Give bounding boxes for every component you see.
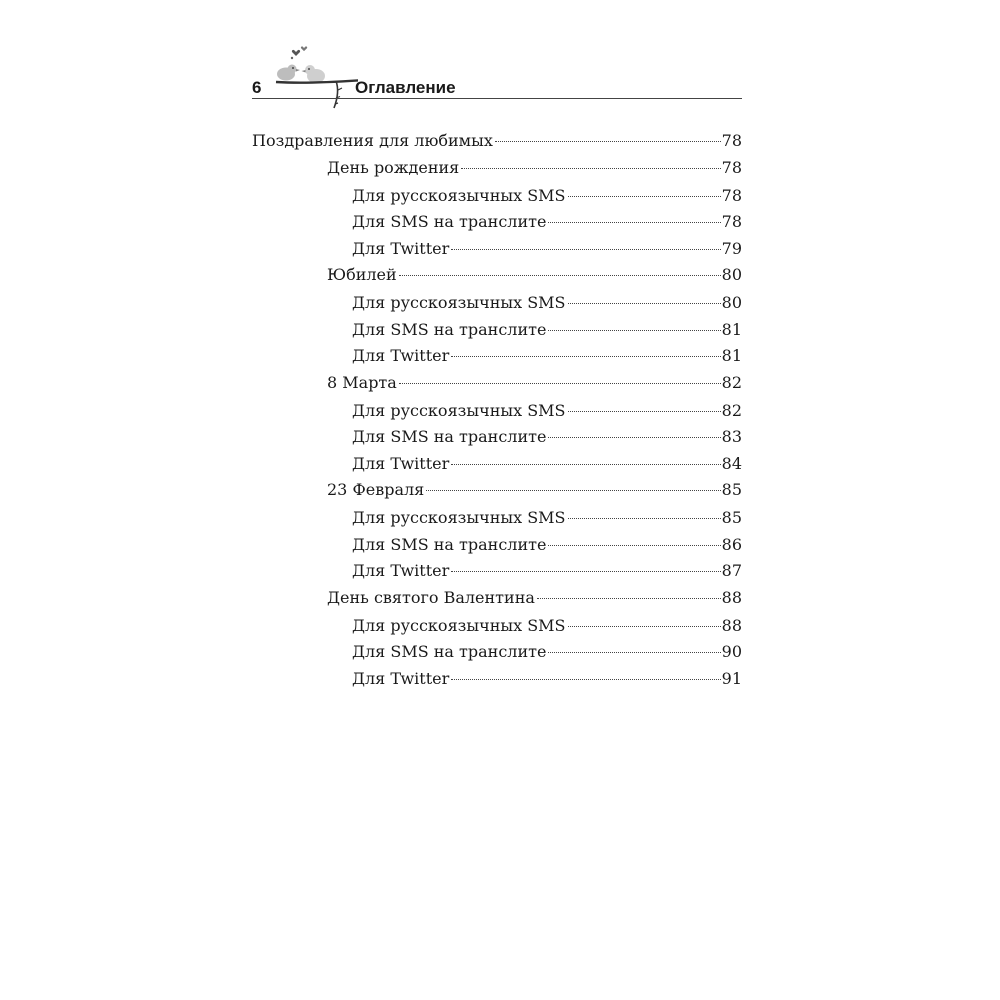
toc-entry-page: 88 [721,587,742,607]
toc-entry-title: Юбилей [327,265,397,284]
toc-entry-page: 78 [721,157,742,177]
toc-entry-page: 90 [721,642,742,661]
toc-entry-page: 79 [721,238,742,258]
toc-dot-leader [548,545,720,546]
page-number: 6 [252,78,262,97]
toc-dot-leader [451,679,720,680]
header-rule [252,98,742,99]
toc-entry [252,642,742,669]
section-title: Оглавление [355,78,456,97]
toc-dot-leader [495,141,721,142]
toc-entry-page: 83 [721,427,742,446]
toc-entry-title: Для русскоязычных SMS [352,293,566,312]
toc-entry-title: 23 Февраля [327,480,425,499]
toc-entry [252,212,742,239]
toc-dot-leader [548,222,720,223]
toc-entry-page: 78 [721,131,742,150]
toc-entry-page: 81 [721,319,742,339]
toc-entry [252,427,742,454]
toc-entry [252,158,742,186]
toc-entry [252,346,742,373]
toc-entry [252,320,742,347]
toc-dot-leader [537,598,721,599]
toc-dot-leader [548,330,720,331]
toc-entry [252,480,742,508]
toc-entry-title: Для Twitter [352,561,450,580]
table-of-contents [252,131,742,695]
toc-dot-leader [568,626,721,627]
toc-dot-leader [568,518,721,519]
toc-entry-title: Для SMS на транслите [352,427,547,446]
toc-dot-leader [568,303,721,304]
toc-entry [252,293,742,320]
toc-dot-leader [451,249,720,250]
toc-dot-leader [548,652,720,653]
toc-entry [252,401,742,428]
toc-dot-leader [568,411,721,412]
toc-entry-title: Для Twitter [352,453,450,473]
toc-entry-title: Для русскоязычных SMS [352,400,566,420]
toc-entry-page: 81 [721,346,742,365]
toc-entry-page: 86 [721,534,742,554]
toc-entry-page: 78 [721,185,742,205]
toc-entry-page: 85 [721,480,742,499]
toc-entry [252,561,742,588]
toc-entry-title: Для SMS на транслите [352,534,547,554]
toc-dot-leader [568,196,721,197]
toc-dot-leader [399,383,721,384]
toc-dot-leader [426,490,720,491]
toc-entry [252,588,742,616]
toc-entry-title: День святого Валентина [327,587,535,607]
toc-dot-leader [461,168,720,169]
page-header [252,64,742,124]
toc-entry-title: Для Twitter [352,346,450,365]
toc-entry-page: 78 [721,212,742,231]
toc-entry-title: Для русскоязычных SMS [352,615,566,635]
toc-entry [252,131,742,158]
toc-entry-title: Для SMS на транслите [352,642,547,661]
toc-entry [252,239,742,266]
toc-entry [252,535,742,562]
toc-entry [252,373,742,401]
toc-dot-leader [451,464,720,465]
toc-dot-leader [451,571,720,572]
toc-entry-page: 91 [721,668,742,688]
toc-entry [252,616,742,643]
toc-entry-title: Для русскоязычных SMS [352,185,566,205]
toc-entry-page: 84 [721,453,742,473]
toc-entry-page: 80 [721,293,742,312]
toc-entry-page: 80 [721,265,742,284]
toc-entry-title: Для Twitter [352,238,450,258]
birds-on-branch-icon [268,46,358,116]
toc-entry-title: Для русскоязычных SMS [352,508,566,527]
toc-entry [252,454,742,481]
toc-entry-title: Для SMS на транслите [352,212,547,231]
toc-dot-leader [548,437,720,438]
toc-entry-title: Для SMS на транслите [352,319,547,339]
toc-entry-title: 8 Марта [327,372,397,392]
toc-entry-page: 85 [721,508,742,527]
toc-entry-page: 82 [721,400,742,420]
toc-entry [252,186,742,213]
toc-entry-page: 88 [721,615,742,635]
toc-entry-title: Поздравления для любимых [252,131,493,150]
toc-entry-title: Для Twitter [352,668,450,688]
toc-entry [252,265,742,293]
toc-dot-leader [399,275,721,276]
toc-entry [252,669,742,696]
toc-entry-page: 82 [721,372,742,392]
toc-entry-page: 87 [721,561,742,580]
toc-entry-title: День рождения [327,157,460,177]
toc-entry [252,508,742,535]
toc-dot-leader [451,356,720,357]
